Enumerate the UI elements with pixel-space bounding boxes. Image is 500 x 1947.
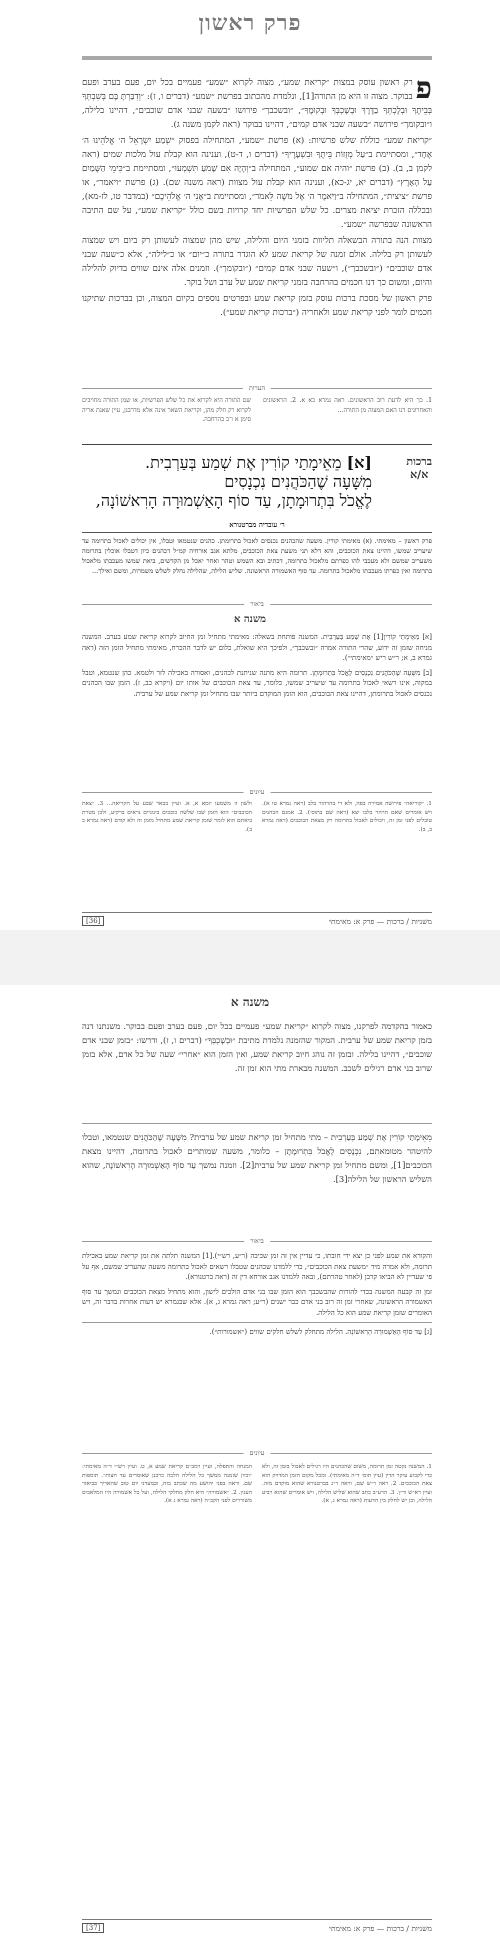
page-footer (82, 912, 432, 926)
page-gap (0, 930, 500, 985)
commentator-title: ר׳ עובדיה מברטנורא (82, 520, 432, 533)
footnotes-block (82, 800, 432, 908)
footnotes-divider (82, 786, 432, 798)
mishnah-number: א/א (410, 468, 429, 481)
chapter-title: פרק ראשון (198, 10, 302, 36)
explanation-paragraph: [ג] עַד סוֹף הָאַשְׁמוּרָה הָרִאשׁוֹנָה. הלילה מתחלק לשלש חלקים שווים (״אשמורות״). (82, 1322, 432, 1338)
mishnah-mark: [א] (346, 453, 372, 472)
mishnah-text (82, 453, 372, 510)
intro-paragraph (82, 71, 432, 132)
page-number: [36] (82, 916, 104, 926)
mishnah-tractate: ברכות (406, 455, 432, 468)
footnotes-right-column: 1. ״קוריאה״ פירושה אמירה בפה, ולא די בהרהור בלב (ראה גמרא טו א). ויש אומרים שאם הרהר בלבו יצא (ראה שם בתוס׳). 2. אמנם הכהנים טובלים לפני זמן זה, ויכולים לאכול בתרומה רק מצאת הכוכבים (ראה גמרא ב, ב). (262, 801, 432, 833)
notes-block (82, 396, 432, 436)
explanation-divider (82, 598, 432, 610)
footnotes-divider (82, 1447, 432, 1459)
explanation-block (82, 632, 432, 782)
explanation-block (82, 1251, 432, 1441)
footnotes-left-column: המנחה והתפלה, ועיין רמב״ם קריאת שמע א, ט. ועיין רש״י ד״ה מאימתי: ״וכיון שזמנה ממשך כל הלילה הלכה כרבנן שאומרים עד חצות״. תוספות שם. וראה בפני יהושע מה שכתב בזה, ובמעדני יום טוב שהאריך בביאור הענין. 2. ״אשמורה״ היא חלק מחלקי הלילה, ועל כל אשמורה היו המלאכים משוררים לפני הקב״ה (ראה גמרא ג א). (82, 1464, 252, 1505)
mishnah-line: מֵאֵימָתַי קוֹרִין אֶת שְׁמַע בְּעַרְבִית. (145, 453, 342, 472)
notes-label: הערות (243, 382, 271, 394)
intro-text-block (82, 1019, 432, 1079)
page-number: [37] (82, 1923, 104, 1933)
chapter-title-rule (82, 56, 432, 60)
main-explanation-block (82, 1123, 432, 1190)
bartenura-commentary (82, 520, 432, 592)
page-one (0, 0, 500, 930)
intro-paragraph: ״קריאת שמע״ כוללת שלש פרשיות: (א) פרשת ״שמע״, המתחילה בפסוק ״שְׁמַע יִשְׂרָאֵל ה׳ אֱלֹהֵינוּ ה׳ אֶחָד״, ומסתיימת ב״עַל מְזֻזוֹת בֵּיתֶךָ וּבִשְׁעָרֶיךָ״ (דברים ו, ד-ט), וענינה הוא קבלת עול מלכות שמים (ראה לקמן ב, ב). (ב) פרשת ״והיה אם שמוע״, המתחילה ב״וְהָיָה אִם שָׁמֹעַ תִּשְׁמְעוּ״, ומסתיימת ב״כִּימֵי הַשָּׁמַיִם עַל הָאָרֶץ״ (דברים יא, יג-כא), וענינה הוא קבלת עול מצוות (ראה משנה שם). (ג) פרשת ״ויאמר״, או פרשת ״ציצית״, המתחילה ב״וַיֹּאמֶר ה׳ אֶל מֹשֶׁה לֵּאמֹר״, ומסתיימת ב״אֲנִי ה׳ אֱלֹהֵיכֶם״ (במדבר טו, לז-מא), ובכללה הזכרת יציאת מצרים. כל שלש הפרשיות יחד קרויות בשם כולל ״קריאת שמע״, על שם התיבה הראשונה שבפרשה ״שמע״. (82, 136, 432, 230)
notes-right-column: 1. כך היא לדעת רוב הראשונים. ראה גמרא כא א. 2. הראשונים והאחרונים דנו האם המצוה מן התורה... (263, 397, 432, 414)
mishnah-reference (406, 455, 432, 481)
footer-label: משניות / ברכות — פרק א: מאימתי (329, 1923, 432, 1933)
intro-paragraph: כאמור בהקדמה לפרקנו, מצוה לקרוא ״קריאת שמע״ פעמיים בכל יום, פעם בערב ופעם בבוקר. משנתנו דנה בזמן קריאת שמע של ערבית. המקור שהזמנה נלמדת מתיבת ״וּבְשָׁכְבְּךָ״ (דברים ו, ז), ודרשו: ״בזמן שבני אדם שוכבים״, דהיינו בלילה. ובזמן זה נוהג חיוב קריאת שמע, ואין הזמן הוא ״אחרי״ שעה של כל אדם, אלא בזמן שרוב בני אדם רגילים לשכב. המשנה מבארת מתי הוא זמן זה. (82, 1021, 432, 1073)
drop-cap: פ (415, 71, 432, 106)
page-two (0, 985, 500, 1947)
footnotes-left-column: ולשון זו משמעו יומא א, א. ועיין בבאר שבע על הקריאה... 3. ״צאת הכוכבים״ הוא הזמן שבו שלשה כוכבים בינוניים נראים ברקיע, ולכן מטרת ביאתם הוא לומר שזמן קריאת שמע מתחיל מזמן זה ולא קודם (ראה גמרא ב ב). (82, 801, 252, 833)
commentator-text: פרק ראשון – מאימתי. (א) מאימתי קורין. משעה שהכהנים נכנסים לאכול בתרומתן. כהנים שנטמאו וטבלו, אין יכולים לאכול בתרומה עד שיעריב שמשו, דהיינו צאת הכוכבים, והא דלא תני משעת צאת הכוכבים, מלתא אגב אורחיה קמ״ל דכהנים כיון דטבלו אוכלין בתרומה משעריב שמשם ולא מעכבי להו כפרתם מלאכול בתרומה, דכתיב ובא השמש וטהר ואחר יאכל מן הקדשים, ביאת שמשו מעכבתו מלאכול בתרומה ואין כפרתו מעכבתו מלאכול בתרומה. עד סוף האשמורה הראשונה. שליש הלילה, שהלילה נחלק לשלש משמרות, ומשם ואילך... (82, 537, 432, 575)
intro-text-block (82, 71, 432, 322)
notes-divider (82, 382, 432, 394)
mishnah-heading: משנה א (230, 995, 270, 1009)
explanation-label: ביאור (244, 598, 270, 610)
mishnah-heading: משנה א (234, 614, 266, 625)
notes-left-column: שם התורה היא לקרוא את כל שלש הפרשיות, או שמן התורה מחויבים לקרוא רק חלק מהן, וקריאת השאר אינה אלא מדרבנן, עיין שאגת אריה סימן א ו־ב בהרחבה. (82, 397, 251, 423)
explanation-paragraph: זמן זה קבעה המשנה בכדי להורות שהבשכבך הוא הזמן שבו בני אדם הולכים לישון, והוא מתחיל מצאת הכוכבים ונמשך עד סוף האשמורה הראשונה, שאחרי זמן זה רוב בני אדם כבר ישנים (ר״ע; ראה גמרא ג, א). אלא שבגמרא יש דעות אחרות בדבר זה, ויש האומרים שזמן קריאת שמע הוא כל הלילה. (82, 1287, 432, 1317)
intro-paragraph: מצוות הנה בתורה הבשאלה תליוות בזמני היום והלילה, שיש מהן שמצוה לעשותן רק ביום ויש שמצוה לעשותן רק בלילה. אולם זמנה של קריאת שמע לא הוגדר בתורה כ״יום״ או כ״לילה״, אלא כ״שעה שבני אדם שוכבים״ (״ובשכבך״), ו״שעה שבני אדם קמים״ (״ובקומך״). וזמנים אלה אינם שווים בדיוק להלילה והיום, ומשום כך דנו חכמים בהרחבה בזמני קריאת שמע של ערב ושל בוקר. (82, 236, 432, 288)
main-explanation-paragraph: מֵאֵימָתַי קוֹרִין אֶת שְׁמַע בְּעַרְבִית – מתי מתחיל זמן קריאת שמע של ערבית? מִשָּׁעָה שֶׁהַכֹּהֲנִים שנטמאו, וטבלו להיטהר מטומאתם, נִכְנָסִים לֶאֱכֹל בִּתְרוּמָתָן – כלומר, משעה שמותרים לאכול בתרומה, דהיינו מצאת הכוכבים[1], ומשם מתחיל זמן קריאת שמע של ערבית[2]. וזמנה נמשך עַד סוֹף הָאַשְׁמוּרָה הָרִאשׁוֹנָה, שהוא השליש הראשון של הלילה[3]. (82, 1132, 432, 1184)
intro-paragraph-text: רק ראשון עוסק במצות ״קריאת שמע״, מצוה לקרוא ״שמע״ פעמיים בכל יום, פעם בערב ופעם בבוקר. מצוה זו היא מן התורה[1], ונלמדת מהכתוב בפרשת ״שמע״ (דברים ו, ז): ״וְדִבַּרְתָּ בָּם בְּשִׁבְתְּךָ בְּבֵיתֶךָ וּבְלֶכְתְּךָ בַדֶּרֶךְ וּבְשָׁכְבְּךָ וּבְקוּמֶךָ״, ״ובשכבך״ פירושו ״בשעה שבני אדם שוכבים״, דהיינו בלילה, ו״ובקומך״ פירושה ״בשעה שבני אדם קמים״, דהיינו בבוקר (ראה לקמן משנה ג). (82, 78, 432, 130)
explanation-label: ביאור (244, 1235, 270, 1247)
explanation-paragraph: [ב] מִשָּׁעָה שֶׁהַכֹּהֲנִים נִכְנָסִים לֶאֱכֹל בִּתְרוּמָתָן. תרומה היא מתנה שניתנת לכהנים, ואסורה באכילה לזר ולטמא. כהן שנטמא, וטבל במקוה, אינו רשאי לאכול בתרומה עד שיעריב שמשו, כלומר, עד צאת הכוכבים של אותו יום (ויקרא כב, ז). הזמן שבו הכהנים נכנסים לאכול בתרומתן, דהיינו צאת הכוכבים, הוא הזמן המוקדם ביותר שבו מתחיל זמן קריאת שמע של ערבית. (82, 668, 432, 698)
mishnah-text-header (82, 444, 432, 514)
mishnah-line: מִשָּׁעָה שֶׁהַכֹּהֲנִים נִכְנָסִים (224, 472, 372, 491)
footnotes-label: עיונים (244, 1447, 271, 1459)
intro-paragraph: פרק ראשון של מסכת ברכות עוסק בזמן קריאת שמע ובפרטים נוספים בקיום המצוה, וכן בברכות שתיקנו חכמים לומר לפני קריאת שמע ולאחריה (״ברכות קריאת שמע״). (82, 294, 432, 318)
explanation-divider (82, 1235, 432, 1247)
footnotes-label: עיונים (244, 786, 271, 798)
footer-label: משניות / ברכות — פרק א: מאימתי (329, 916, 432, 926)
explanation-paragraph: והקורא את שמע לפני כן יצא ידי חובתו, כי עדיין אין זה זמן שכיבה (ר״ע, רש״י).[1] המשנה תלתה את זמן קריאת שמע באכילת תרומה, ולא אמרה מיד ״משעת צאת הכוכבים״, כדי ללמדנו שכהנים שטבלו רשאים לאכול בתרומה משעה שהעריב שמשם, אף על פי שעדיין לא הביאו קרבן (לאחר טהרתם), ובאה ללמדנו אגב אורחא דין זה (ראה ברטנורא). (82, 1252, 432, 1281)
footnotes-block (82, 1463, 432, 1911)
page-footer (82, 1919, 432, 1933)
mishnah-line: לֶאֱכֹל בִּתְרוּמָתָן, עַד סוֹף הָאַשְׁמוּרָה הָרִאשׁוֹנָה, (95, 491, 372, 510)
explanation-paragraph: [א] מֵאֵימָתַי קוֹרִין[1] אֶת שְׁמַע בְּעַרְבִית. המשנה פותחת בשאלה: מאימתי מתחיל זמן החיוב לקרוא קריאת שמע בערב. המשנה מניחה שזמן זה ידוע, שהרי התורה אמרה ״ובשכבך״, ולפיכך היא שואלת, כלום יש לדבר ההכרח, מאימתי מתחיל הזמן הזה (ראה גמרא ב, א; ר״ש ריש ״מאימתי״). (82, 633, 432, 662)
footnotes-right-column: 1. המשנה נקטה זמן תרומה, משום שהכהנים היו רגילים לאכול בזמן זה, ולא כדי לקבוע עיקר הדין (עיין תוס׳ ד״ה מאימתי). ומכל מקום הזמן המדויק הוא צאת הכוכבים. 2. ראה ר״ש שם, וראה ר״ג בברטנורא שהוא מוקדם מזה. ועיין רא״ש ור״ן. 3. הרע״ב כתב שהוא שליש הלילה, ויש אומרים שהוא רביע הלילה, וכן יש לחלק בין הדעות (ראה גמרא ג, א). (262, 1464, 432, 1505)
